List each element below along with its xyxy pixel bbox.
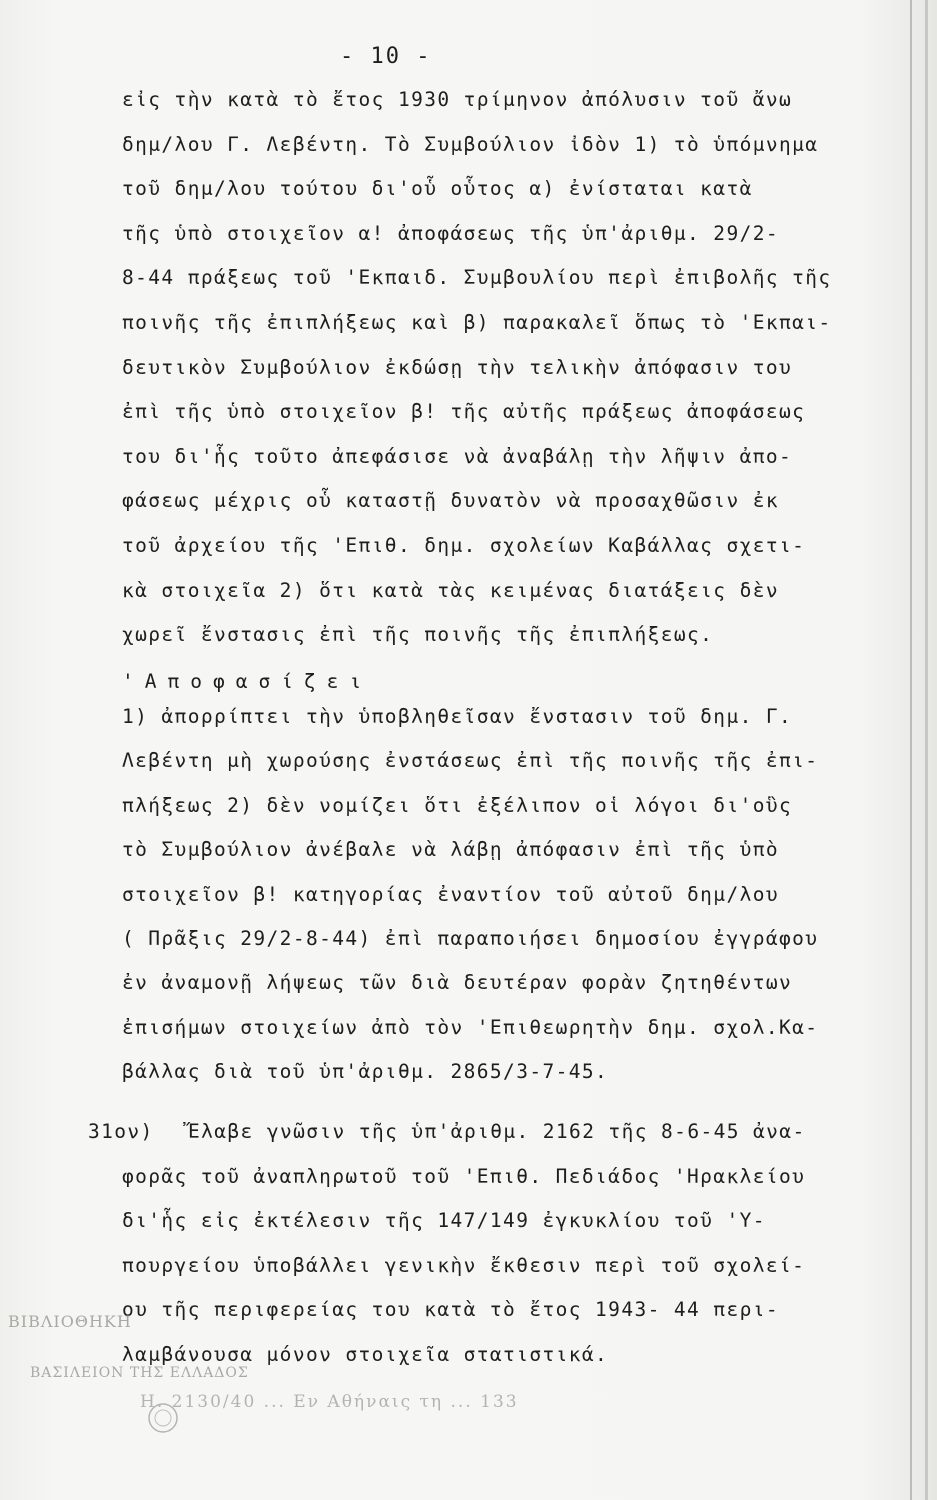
text-line: ἐπισήμων στοιχείων ἀπὸ τὸν 'Επιθεωρητὴν δημ. σχολ.Κα- [122,1015,819,1039]
text-line: κὰ στοιχεῖα 2) ὅτι κατὰ τὰς κειμένας διατάξεις δὲν [122,578,779,602]
text-line: χωρεῖ ἔνστασις ἐπὶ τῆς ποινῆς τῆς ἐπιπλήξεως. [122,623,714,647]
item-number: 31ον) [88,1120,154,1143]
text-line: στοιχεῖον β! κατηγορίας ἐναντίον τοῦ αὐτοῦ δημ/λου [122,882,779,906]
decision-heading: 'Αποφασίζει [122,670,373,693]
text-line: τὸ Συμβούλιον ἀνέβαλε νὰ λάβῃ ἀπόφασιν ἐπὶ τῆς ὑπὸ [122,838,779,862]
text-line: 8-44 πράξεως τοῦ 'Εκπαιδ. Συμβουλίου περὶ ἐπιβολῆς τῆς [122,266,832,290]
text-line: Ἔλαβε γνῶσιν τῆς ὑπ'ἀριθμ. 2162 τῆς 8-6-45 ἀνα- [188,1120,806,1143]
text-line: 1) ἀπορρίπτει τὴν ὑποβληθεῖσαν ἔνστασιν τοῦ δημ. Γ. [122,705,793,728]
text-line: ἐν ἀναμονῇ λήψεως τῶν διὰ δευτέραν φορὰν ζητηθέντων [122,971,793,995]
text-line: Λεβέντη μὴ χωρούσης ἐνστάσεως ἐπὶ τῆς ποινῆς τῆς ἐπι- [122,749,819,773]
text-line: τοῦ ἀρχείου τῆς 'Επιθ. δημ. σχολείων Καβάλλας σχετι- [122,534,806,557]
stamp-icon [145,1400,181,1436]
page-edge [925,0,928,1500]
text-line: φάσεως μέχρις οὗ καταστῇ δυνατὸν νὰ προσαχθῶσιν ἐκ [122,489,779,513]
text-line: βάλλας διὰ τοῦ ὑπ'ἀριθμ. 2865/3-7-45. [122,1060,609,1084]
text-line: πλήξεως 2) δὲν νομίζει ὅτι ἐξέλιπον οἱ λόγοι δι'οὓς [122,793,793,817]
text-line: ποινῆς τῆς ἐπιπλήξεως καὶ β) παρακαλεῖ ὅπως τὸ 'Εκπαι- [122,311,832,334]
page-edge [910,0,912,1500]
text-line: ἐπὶ τῆς ὑπὸ στοιχεῖον β! τῆς αὐτῆς πράξεως ἀποφάσεως [122,400,806,424]
text-line: ( Πρᾶξις 29/2-8-44) ἐπὶ παραποιήσει δημοσίου ἐγγράφου [122,927,819,950]
text-line: δι'ἧς εἰς ἐκτέλεσιν τῆς 147/149 ἐγκυκλίου τοῦ 'Υ- [122,1209,766,1233]
text-line: λαμβάνουσα μόνον στοιχεῖα στατιστικά. [122,1343,609,1366]
library-name: ΒΑΣΙΛΕΙΟΝ ΤΗΣ ΕΛΛΑΔΟΣ [30,1365,249,1381]
text-line: δημ/λου Γ. Λεβέντη. Τὸ Συμβούλιον ἰδὸν 1) τὸ ὑπόμνημα [122,132,819,156]
text-line: εἰς τὴν κατὰ τὸ ἔτος 1930 τρίμηνον ἀπόλυσιν τοῦ ἄνω [122,88,793,111]
text-line: του δι'ἧς τοῦτο ἀπεφάσισε νὰ ἀναβάλῃ τὴν λῆψιν ἀπο- [122,444,793,468]
text-line: πουργείου ὑποβάλλει γενικὴν ἔκθεσιν περὶ τοῦ σχολεί- [122,1253,806,1277]
text-line: φορᾶς τοῦ ἀναπληρωτοῦ τοῦ 'Επιθ. Πεδιάδος 'Ηρακλείου [122,1164,806,1188]
text-line: τοῦ δημ/λου τούτου δι'οὗ οὗτος α) ἐνίσταται κατὰ [122,177,753,201]
text-line: δευτικὸν Συμβούλιον ἐκδώσῃ τὴν τελικὴν ἀπόφασιν του [122,355,793,379]
text-line: ου τῆς περιφερείας του κατὰ τὸ ἔτος 1943- 44 περι- [122,1298,779,1322]
page-number: - 10 - [340,44,432,69]
text-line: τῆς ὑπὸ στοιχεῖον α! ἀποφάσεως τῆς ὑπ'ἀριθμ. 29/2- [122,221,779,245]
bleed-through-text: Η. 2130/40 ... Εν Αθήναις τη ... 133 [140,1392,519,1412]
library-mark: ΒΙΒΛΙΟΘΗΚΗ [8,1312,132,1331]
